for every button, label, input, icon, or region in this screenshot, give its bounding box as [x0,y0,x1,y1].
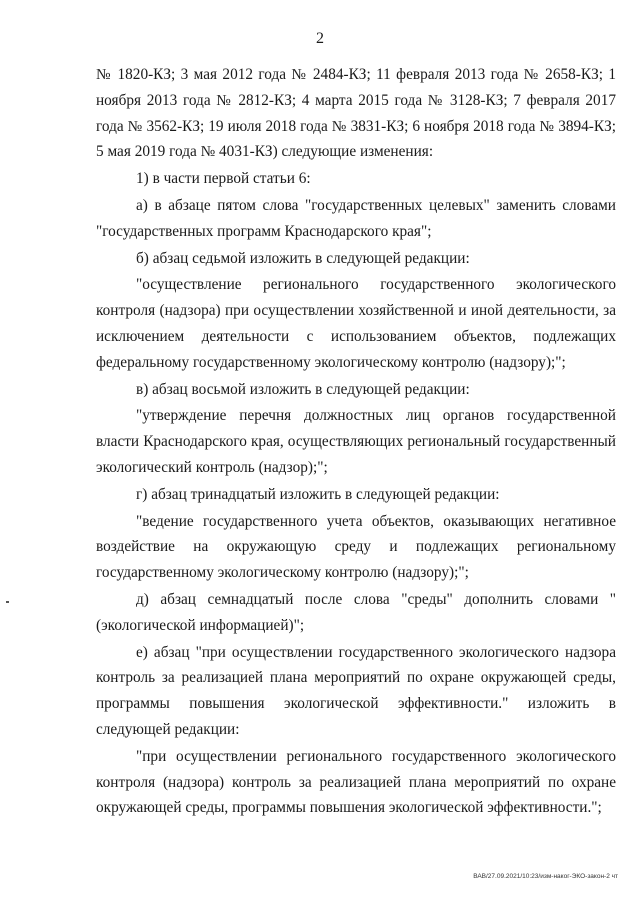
paragraph-3: б) абзац седьмой изложить в следующей редакции: [136,249,470,267]
paragraph-9: д) абзац семнадцатый после слова "среды" дополнить словами "(экологической информацией)"; [96,590,616,634]
paragraph-5: в) абзац восьмой изложить в следующей редакции: [136,380,470,398]
paragraph-11: "при осуществлении регионального государственного экологического контроля (надзора) контроль за реализацией плана мероприятий по охране окружающей среды, программы повышения экологической эффективности."; [96,747,616,817]
paragraph-1: 1) в части первой статьи 6: [136,170,311,188]
page-number: 2 [316,30,324,47]
paragraph-7: г) абзац тринадцатый изложить в следующей редакции: [136,485,500,503]
document-body [96,62,616,821]
paragraph-2: а) в абзаце пятом слова "государственных целевых" заменить словами "государственных программ Краснодарского края"; [96,196,616,240]
paragraph-4: "осуществление регионального государственного экологического контроля (надзора) при осуществлении хозяйственной и иной деятельности, за исключением деятельности с использованием объектов, подлежащих федеральному государственному экологическому контролю (надзору);"; [96,276,616,371]
paragraph-0: № 1820-КЗ; 3 мая 2012 года № 2484-КЗ; 11 февраля 2013 года № 2658-КЗ; 1 ноября 2013 года № 2812-КЗ; 4 марта 2015 года № 3128-КЗ; 7 февраля 2017 года № 3562-КЗ; 19 июля 2018 года № 3831-КЗ; 6 ноября 2018 года № 3894-КЗ; 5 мая 2019 года № 4031-КЗ) следующие изменения: [96,66,616,161]
footer-file-stamp: ВАВ/27.09.2021/10:23/изм-наког-ЭКО-закон-2 чт [473,873,618,880]
paragraph-10: е) абзац "при осуществлении государственного экологического надзора контроль за реализацией плана мероприятий по охране окружающей среды, программы повышения экологической эффективности." изложить в следующей редакции: [96,643,616,738]
paragraph-6: "утверждение перечня должностных лиц органов государственной власти Краснодарского края, осуществляющих региональный государственный экологический контроль (надзор);"; [96,407,616,476]
paragraph-8: "ведение государственного учета объектов, оказывающих негативное воздействие на окружающую среду и подлежащих региональному государственному экологическому контролю (надзору);"; [96,512,616,582]
margin-mark [6,601,9,603]
